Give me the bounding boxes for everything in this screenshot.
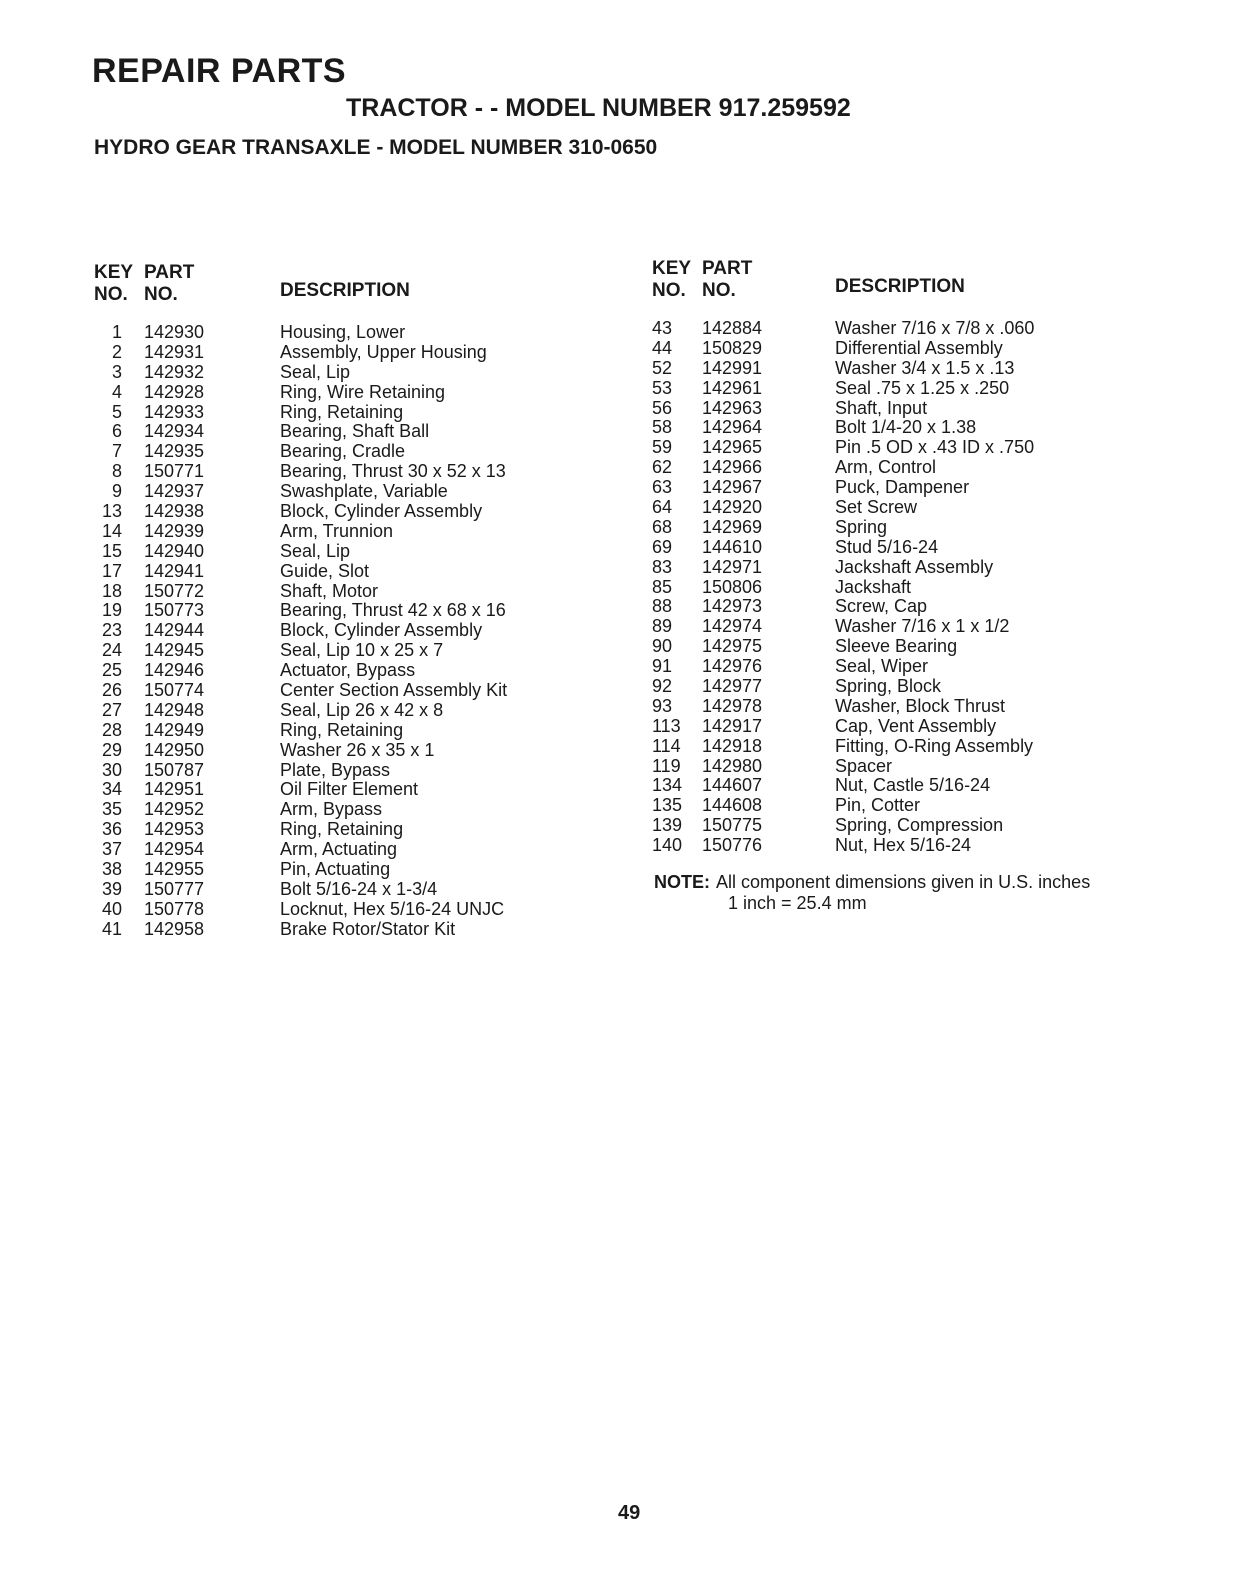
key-number: 83: [652, 556, 673, 577]
key-number: 41: [101, 918, 122, 939]
part-description: Bolt 5/16-24 x 1-3/4: [280, 878, 438, 899]
part-number: 142884: [702, 318, 763, 338]
part-number: 142953: [144, 819, 205, 840]
part-number: 142941: [144, 560, 205, 581]
part-no-label: PART: [144, 262, 195, 283]
key-number: 38: [101, 859, 122, 880]
part-no-label-2: NO.: [144, 284, 178, 305]
key-no-label: KEY: [94, 262, 134, 283]
key-number: 39: [101, 878, 122, 899]
part-description: Pin, Actuating: [280, 859, 391, 880]
part-number: 144610: [702, 536, 763, 557]
part-number: 142945: [144, 640, 205, 661]
part-description: Puck, Dampener: [835, 477, 970, 498]
key-number: 134: [652, 775, 683, 796]
part-description: Bearing, Thrust 30 x 52 x 13: [280, 461, 506, 482]
part-description: Ring, Wire Retaining: [280, 381, 446, 402]
part-description: Washer, Block Thrust: [835, 695, 1006, 716]
part-number: 142938: [144, 501, 205, 522]
part-number: 142932: [144, 361, 205, 382]
part-description: Spring, Block: [835, 676, 942, 697]
part-description: Washer 3/4 x 1.5 x .13: [835, 357, 1015, 378]
key-number: 58: [652, 417, 673, 438]
part-number: 150829: [702, 337, 763, 358]
key-number: 63: [652, 477, 673, 498]
key-number: 24: [101, 640, 122, 661]
part-description: Arm, Control: [835, 457, 937, 478]
part-description: Arm, Actuating: [280, 839, 398, 860]
key-number: 93: [652, 695, 673, 716]
part-description: Seal, Wiper: [835, 656, 929, 677]
part-number: 144607: [702, 775, 763, 796]
key-number: 119: [652, 755, 681, 776]
part-no-label-2: NO.: [702, 280, 736, 301]
part-number: 150772: [144, 580, 205, 601]
part-number: 144608: [702, 795, 763, 816]
key-number: 88: [652, 596, 673, 617]
key-number: 9: [111, 481, 122, 502]
part-description: Spring: [835, 516, 888, 537]
key-number: 4: [111, 381, 122, 402]
part-number: 142973: [702, 596, 763, 617]
part-number: 142978: [702, 695, 763, 716]
description-label: DESCRIPTION: [835, 276, 965, 297]
part-number: 142935: [144, 441, 205, 462]
key-number: 8: [111, 461, 122, 482]
key-number: 69: [652, 536, 673, 557]
key-number: 5: [111, 401, 122, 422]
part-number: 150771: [144, 461, 205, 482]
key-number: 135: [652, 795, 683, 816]
part-description: Brake Rotor/Stator Kit: [280, 918, 456, 939]
part-description: Washer 7/16 x 1 x 1/2: [835, 616, 1010, 637]
part-number: 142951: [144, 779, 205, 800]
part-number: 150776: [702, 835, 763, 856]
part-number: 142930: [144, 322, 205, 342]
part-number: 142946: [144, 660, 205, 681]
part-description: Screw, Cap: [835, 596, 928, 617]
key-number: 36: [101, 819, 122, 840]
key-number: 56: [652, 397, 673, 418]
part-number: 142918: [702, 735, 763, 756]
note-line-1: All component dimensions given in U.S. inches: [716, 872, 1091, 892]
part-number: 142976: [702, 656, 763, 677]
key-number: 62: [652, 457, 673, 478]
key-number: 29: [101, 739, 122, 760]
key-number: 64: [652, 497, 673, 518]
key-number: 35: [101, 799, 122, 820]
note-line-2: 1 inch = 25.4 mm: [728, 893, 867, 913]
key-no-label-2: NO.: [652, 280, 686, 301]
tractor-model-heading: TRACTOR - - MODEL NUMBER 917.259592: [346, 94, 851, 122]
part-number: 142958: [144, 918, 205, 939]
key-number: 13: [101, 501, 122, 522]
key-number: 14: [101, 520, 122, 541]
part-number: 142971: [702, 556, 763, 577]
dimensions-note: [654, 872, 1090, 914]
key-number: 52: [652, 357, 673, 378]
part-description: Fitting, O-Ring Assembly: [835, 735, 1034, 756]
part-description: Spacer: [835, 755, 893, 776]
key-number: 40: [101, 898, 122, 919]
part-description: Jackshaft: [835, 576, 912, 597]
part-description: Actuator, Bypass: [280, 660, 416, 681]
part-description: Jackshaft Assembly: [835, 556, 994, 577]
part-description: Seal, Lip 26 x 42 x 8: [280, 699, 444, 720]
key-number: 17: [101, 560, 122, 581]
key-number: 2: [111, 341, 122, 362]
part-number: 142975: [702, 636, 763, 657]
key-number: 19: [101, 600, 122, 621]
part-number: 142963: [702, 397, 763, 418]
part-number: 142939: [144, 520, 205, 541]
part-number: 150773: [144, 600, 205, 621]
part-number: 150806: [702, 576, 763, 597]
part-number: 142965: [702, 437, 763, 458]
part-number: 142961: [702, 377, 763, 398]
key-number: 90: [652, 636, 673, 657]
key-number: 59: [652, 437, 673, 458]
description-label: DESCRIPTION: [280, 280, 410, 301]
part-description: Washer 7/16 x 7/8 x .060: [835, 318, 1035, 338]
part-description: Bearing, Thrust 42 x 68 x 16: [280, 600, 506, 621]
key-number: 44: [652, 337, 673, 358]
part-description: Pin, Cotter: [835, 795, 921, 816]
part-number: 142944: [144, 620, 205, 641]
key-number: 91: [652, 656, 673, 677]
part-description: Ring, Retaining: [280, 819, 404, 840]
key-number: 34: [101, 779, 122, 800]
part-description: Nut, Hex 5/16-24: [835, 835, 972, 856]
part-description: Plate, Bypass: [280, 759, 391, 780]
part-description: Stud 5/16-24: [835, 536, 939, 557]
part-description: Nut, Castle 5/16-24: [835, 775, 991, 796]
part-description: Arm, Trunnion: [280, 520, 394, 541]
key-number: 1: [111, 322, 122, 342]
part-number: 150774: [144, 680, 205, 701]
key-number: 68: [652, 516, 673, 537]
key-number: 53: [652, 377, 673, 398]
key-number: 25: [101, 660, 122, 681]
key-number: 27: [101, 699, 122, 720]
part-number: 142933: [144, 401, 205, 422]
key-number: 92: [652, 676, 673, 697]
part-description: Ring, Retaining: [280, 719, 404, 740]
part-number: 142928: [144, 381, 205, 402]
part-description: Shaft, Input: [835, 397, 928, 418]
part-description: Bolt 1/4-20 x 1.38: [835, 417, 977, 438]
part-number: 142952: [144, 799, 205, 820]
part-description: Assembly, Upper Housing: [280, 341, 487, 362]
part-number: 142950: [144, 739, 205, 760]
part-description: Sleeve Bearing: [835, 636, 958, 657]
part-description: Set Screw: [835, 497, 918, 518]
part-number: 142955: [144, 859, 205, 880]
part-number: 142980: [702, 755, 763, 776]
key-number: 139: [652, 815, 683, 836]
key-number: 85: [652, 576, 673, 597]
part-description: Spring, Compression: [835, 815, 1004, 836]
key-number: 3: [111, 361, 122, 382]
part-description: Block, Cylinder Assembly: [280, 501, 483, 522]
part-description: Washer 26 x 35 x 1: [280, 739, 435, 760]
part-no-label: PART: [702, 258, 753, 279]
part-number: 150787: [144, 759, 205, 780]
key-no-label-2: NO.: [94, 284, 128, 305]
part-description: Shaft, Motor: [280, 580, 379, 601]
part-number: 142940: [144, 540, 205, 561]
part-number: 142974: [702, 616, 763, 637]
key-number: 6: [111, 421, 122, 442]
part-number: 142948: [144, 699, 205, 720]
key-number: 30: [101, 759, 122, 780]
part-number: 142966: [702, 457, 763, 478]
part-description: Bearing, Shaft Ball: [280, 421, 430, 442]
part-description: Seal, Lip: [280, 361, 351, 382]
part-description: Center Section Assembly Kit: [280, 680, 508, 701]
part-description: Seal, Lip: [280, 540, 351, 561]
part-description: Pin .5 OD x .43 ID x .750: [835, 437, 1035, 458]
key-number: 28: [101, 719, 122, 740]
transaxle-model-heading: HYDRO GEAR TRANSAXLE - MODEL NUMBER 310-0650: [94, 136, 658, 159]
page-title: REPAIR PARTS: [92, 52, 347, 90]
note-label: NOTE:: [654, 872, 710, 892]
key-no-label: KEY: [652, 258, 692, 279]
part-number: 142917: [702, 715, 763, 736]
part-description: Housing, Lower: [280, 322, 406, 342]
part-number: 150775: [702, 815, 763, 836]
part-number: 142964: [702, 417, 763, 438]
key-number: 37: [101, 839, 122, 860]
part-description: Arm, Bypass: [280, 799, 383, 820]
part-description: Bearing, Cradle: [280, 441, 406, 462]
part-description: Ring, Retaining: [280, 401, 404, 422]
part-number: 142920: [702, 497, 763, 518]
part-number: 142934: [144, 421, 205, 442]
part-description: Block, Cylinder Assembly: [280, 620, 483, 641]
key-number: 89: [652, 616, 673, 637]
part-description: Cap, Vent Assembly: [835, 715, 997, 736]
key-number: 15: [101, 540, 122, 561]
page-number: 49: [618, 1502, 641, 1524]
part-number: 142991: [702, 357, 763, 378]
part-description: Swashplate, Variable: [280, 481, 448, 502]
key-number: 23: [101, 620, 122, 641]
part-description: Seal, Lip 10 x 25 x 7: [280, 640, 444, 661]
part-description: Locknut, Hex 5/16-24 UNJC: [280, 898, 505, 919]
part-number: 150778: [144, 898, 205, 919]
part-description: Oil Filter Element: [280, 779, 419, 800]
part-number: 142969: [702, 516, 763, 537]
part-description: Guide, Slot: [280, 560, 370, 581]
key-number: 43: [652, 318, 673, 338]
key-number: 140: [652, 835, 683, 856]
key-number: 114: [652, 735, 681, 756]
part-number: 142937: [144, 481, 205, 502]
part-number: 142954: [144, 839, 205, 860]
part-number: 142949: [144, 719, 205, 740]
part-number: 142931: [144, 341, 205, 362]
key-number: 113: [652, 715, 681, 736]
key-number: 18: [101, 580, 122, 601]
part-number: 142977: [702, 676, 763, 697]
key-number: 7: [111, 441, 122, 462]
key-number: 26: [101, 680, 122, 701]
part-number: 142967: [702, 477, 763, 498]
part-description: Differential Assembly: [835, 337, 1003, 358]
part-number: 150777: [144, 878, 205, 899]
part-description: Seal .75 x 1.25 x .250: [835, 377, 1010, 398]
